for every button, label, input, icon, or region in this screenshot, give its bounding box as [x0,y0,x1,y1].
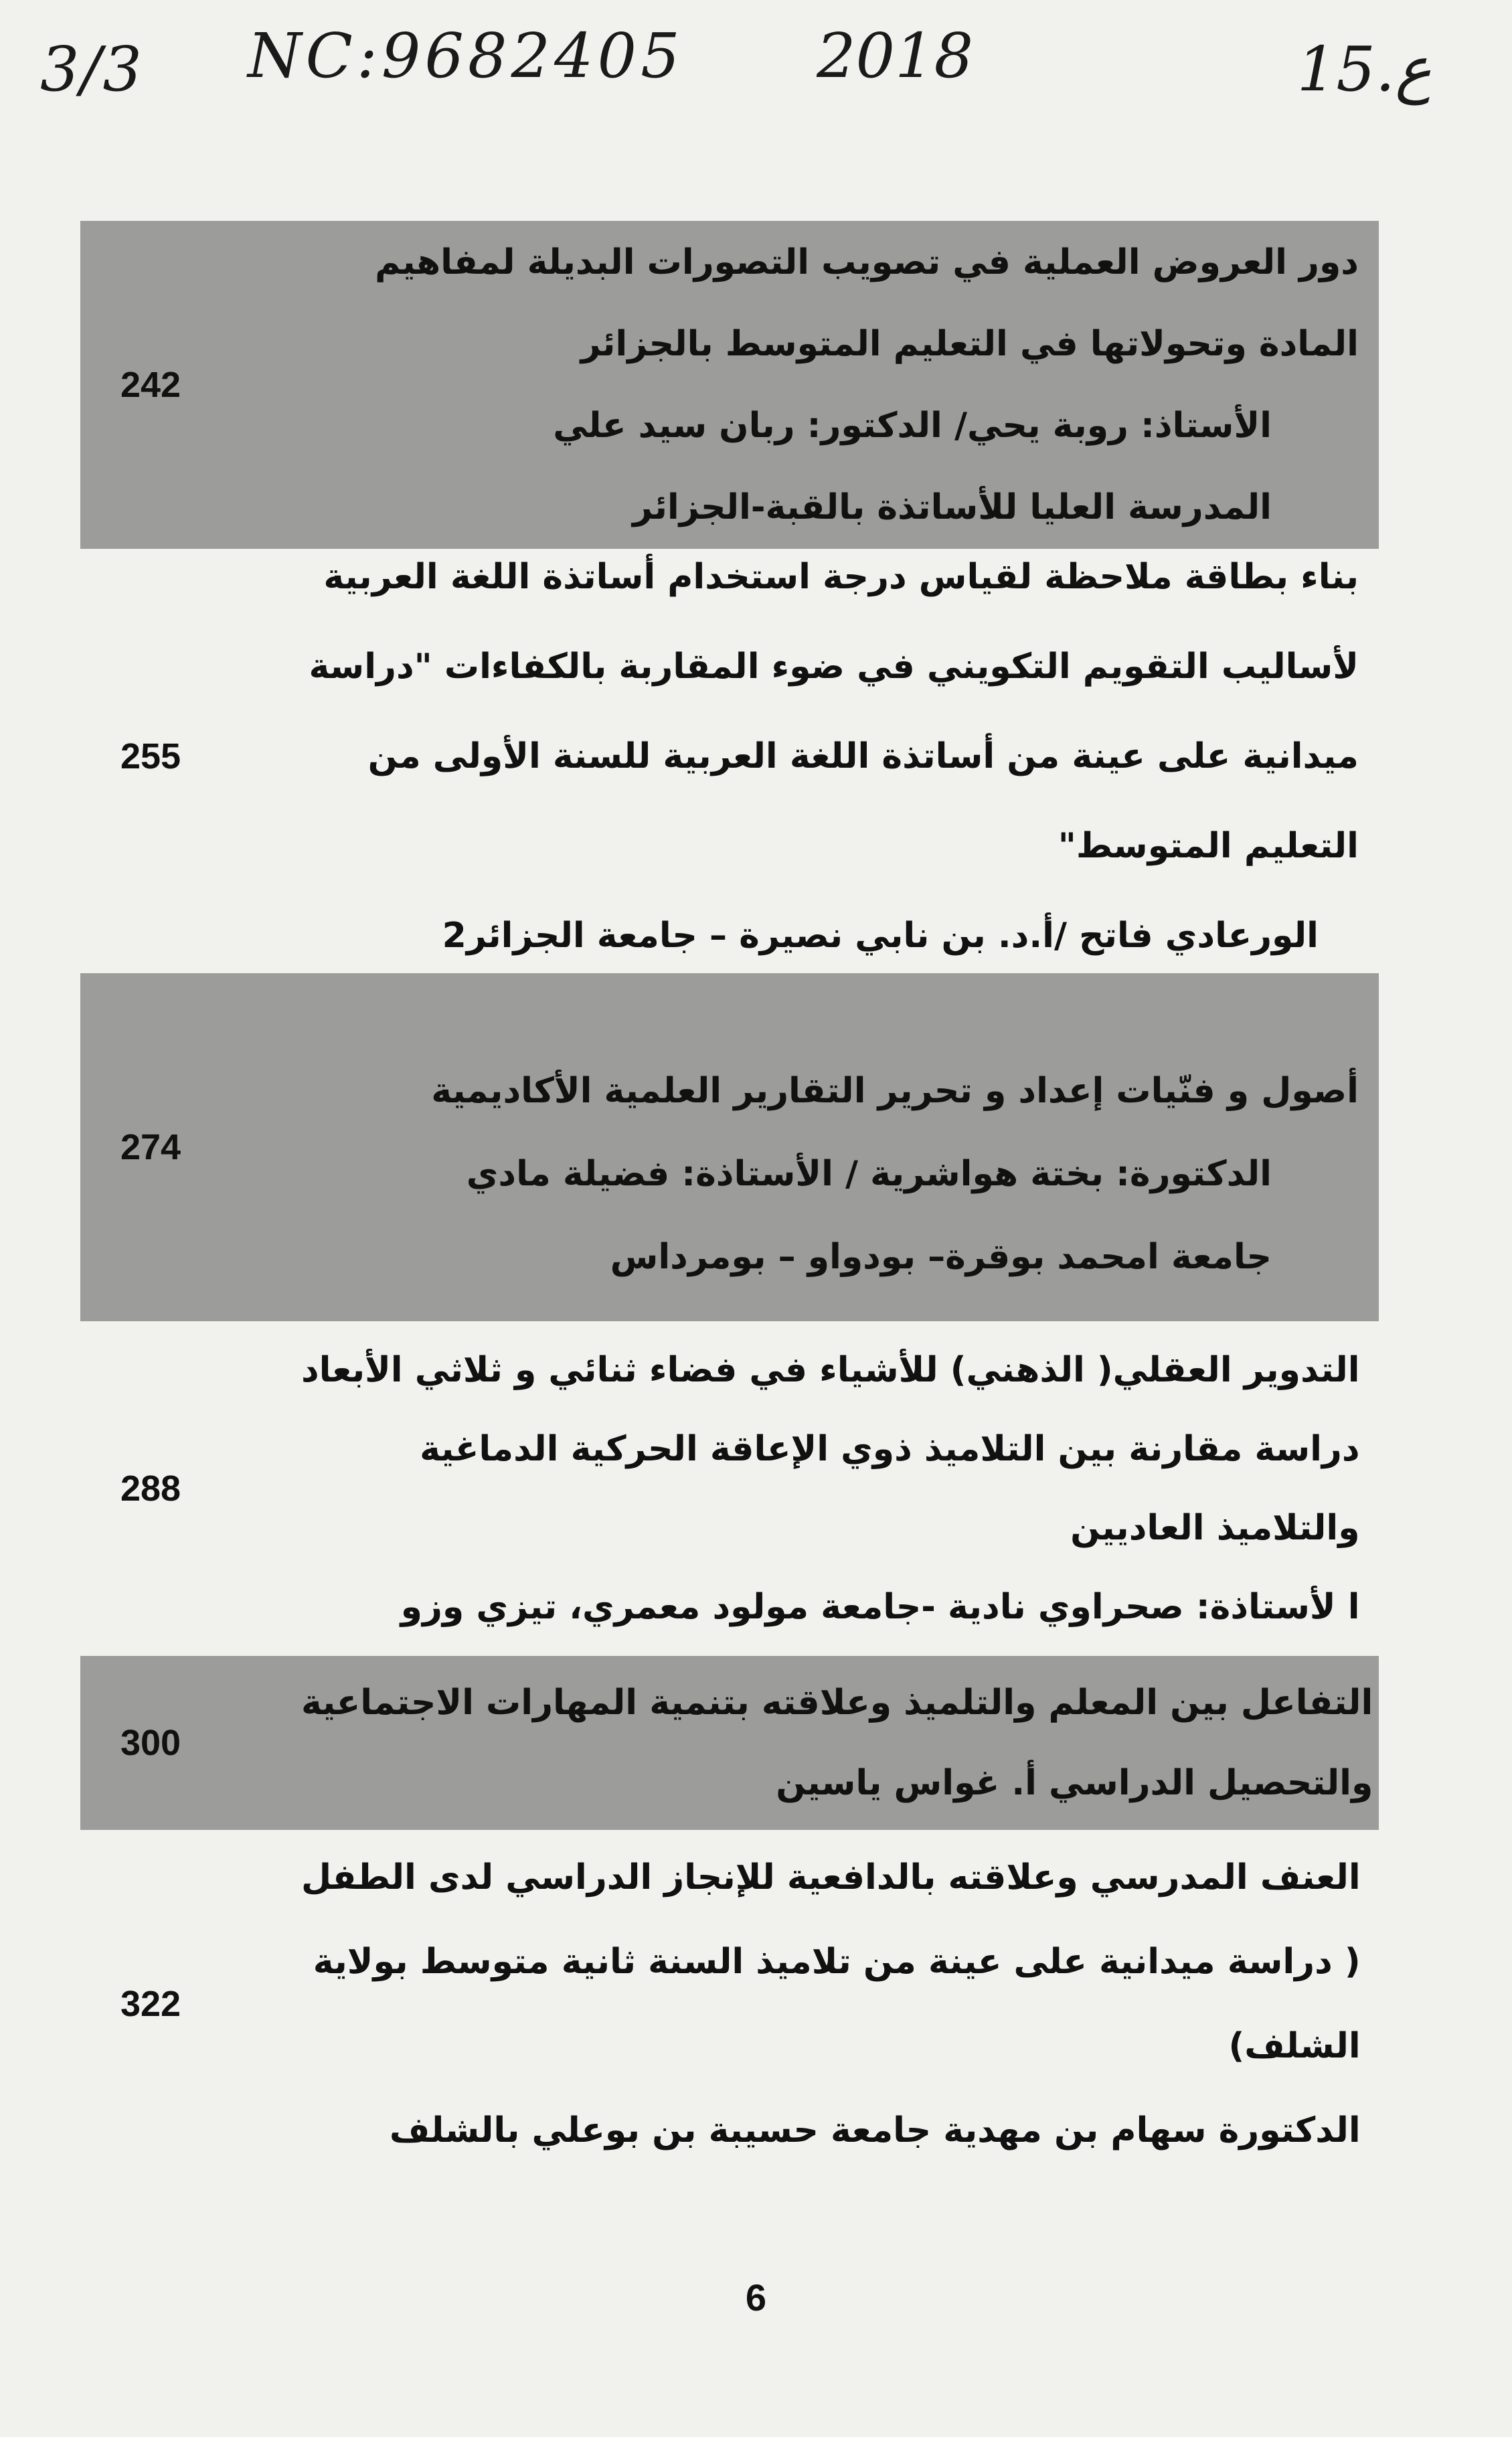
toc-author-line: الدكتورة سهام بن مهدية جامعة حسيبة بن بوعلي بالشلف [389,2110,1361,2151]
handwritten-volume: 3/3 [40,33,144,105]
toc-page-number: 274 [120,1127,181,1167]
toc-title-line: بناء بطاقة ملاحظة لقياس درجة استخدام أساتذة اللغة العربية [323,557,1359,597]
toc-entry-text [221,1317,1380,1660]
toc-author-line: الورعادي فاتح /أ.د. بن نابي نصيرة – جامعة الجزائر2 [442,916,1319,956]
toc-page-number: 242 [120,365,181,405]
toc-title-line: دور العروض العملية في تصويب التصورات البديلة لمفاهيم [375,242,1359,282]
toc-entry [80,221,1379,549]
toc-title-line: الشلف) [1228,2026,1361,2066]
handwritten-notes [27,13,1485,120]
toc-title-author-line [301,1743,1373,1823]
toc-affiliation-line: المدرسة العليا للأساتذة بالقبة-الجزائر [633,487,1272,527]
toc-author-line: الدكتورة: بختة هواشرية / الأستاذة: فضيلة مادي [466,1154,1272,1194]
toc-entry-text [221,1822,1381,2186]
page-number: 6 [745,2276,767,2319]
toc-page-number: 322 [120,1984,181,2024]
toc-page-number: 300 [120,1723,181,1763]
toc-title-part: والتحصيل الدراسي [1049,1763,1373,1803]
toc-entry-text [221,1659,1393,1827]
toc-entry-text [221,519,1379,994]
toc-author-part: أ. غواس ياسين [776,1763,1037,1803]
toc-entry-text [221,215,1379,555]
toc-page-number: 255 [120,736,181,776]
toc-title-line: دراسة مقارنة بين التلاميذ ذوي الإعاقة الحركية الدماغية [420,1429,1360,1469]
toc-title-line: ميدانية على عينة من أساتذة اللغة العربية للسنة الأولى من [367,736,1359,776]
handwritten-year: 2018 [817,20,974,92]
handwritten-issue: ع.15 [1296,33,1432,105]
toc-title-line: المادة وتحولاتها في التعليم المتوسط بالجزائر [580,324,1359,364]
toc-title-line: العنف المدرسي وعلاقته بالدافعية للإنجاز الدراسي لدى الطفل [301,1857,1361,1898]
toc-author-line: الأستاذ: روبة يحي/ الدكتور: ربان سيد علي [553,406,1272,446]
toc-entry [80,549,1379,964]
toc-title-line: والتلاميذ العاديين [1070,1508,1360,1548]
toc-entry [80,1321,1379,1656]
toc-author-line: ا لأستاذة: صحراوي نادية -جامعة مولود معمري، تيزي وزو [400,1587,1360,1627]
toc-entry [80,1830,1379,2178]
toc-affiliation-line: جامعة امحمد بوقرة– بودواو – بومرداس [610,1237,1272,1277]
toc-entry-text [221,983,1379,1312]
table-of-contents [80,221,1379,2178]
toc-title-line: التعليم المتوسط" [1058,826,1359,866]
toc-page-number: 288 [120,1468,181,1509]
handwritten-catalog-number: NC:9682405 [248,20,684,92]
toc-title-line: أصول و فنّيات إعداد و تحرير التقارير العلمية الأكاديمية [431,1071,1359,1111]
toc-title-line: التدوير العقلي( الذهني) للأشياء في فضاء ثنائي و ثلاثي الأبعاد [301,1350,1360,1390]
toc-title-line: التفاعل بين المعلم والتلميذ وعلاقته بتنمية المهارات الاجتماعية [301,1683,1373,1723]
toc-entry [80,1656,1379,1830]
toc-title-line: لأساليب التقويم التكويني في ضوء المقاربة بالكفاءات "دراسة [309,647,1359,687]
toc-title-line: ( دراسة ميدانية على عينة من تلاميذ السنة ثانية متوسط بولاية [313,1942,1361,1982]
toc-entry [80,973,1379,1321]
